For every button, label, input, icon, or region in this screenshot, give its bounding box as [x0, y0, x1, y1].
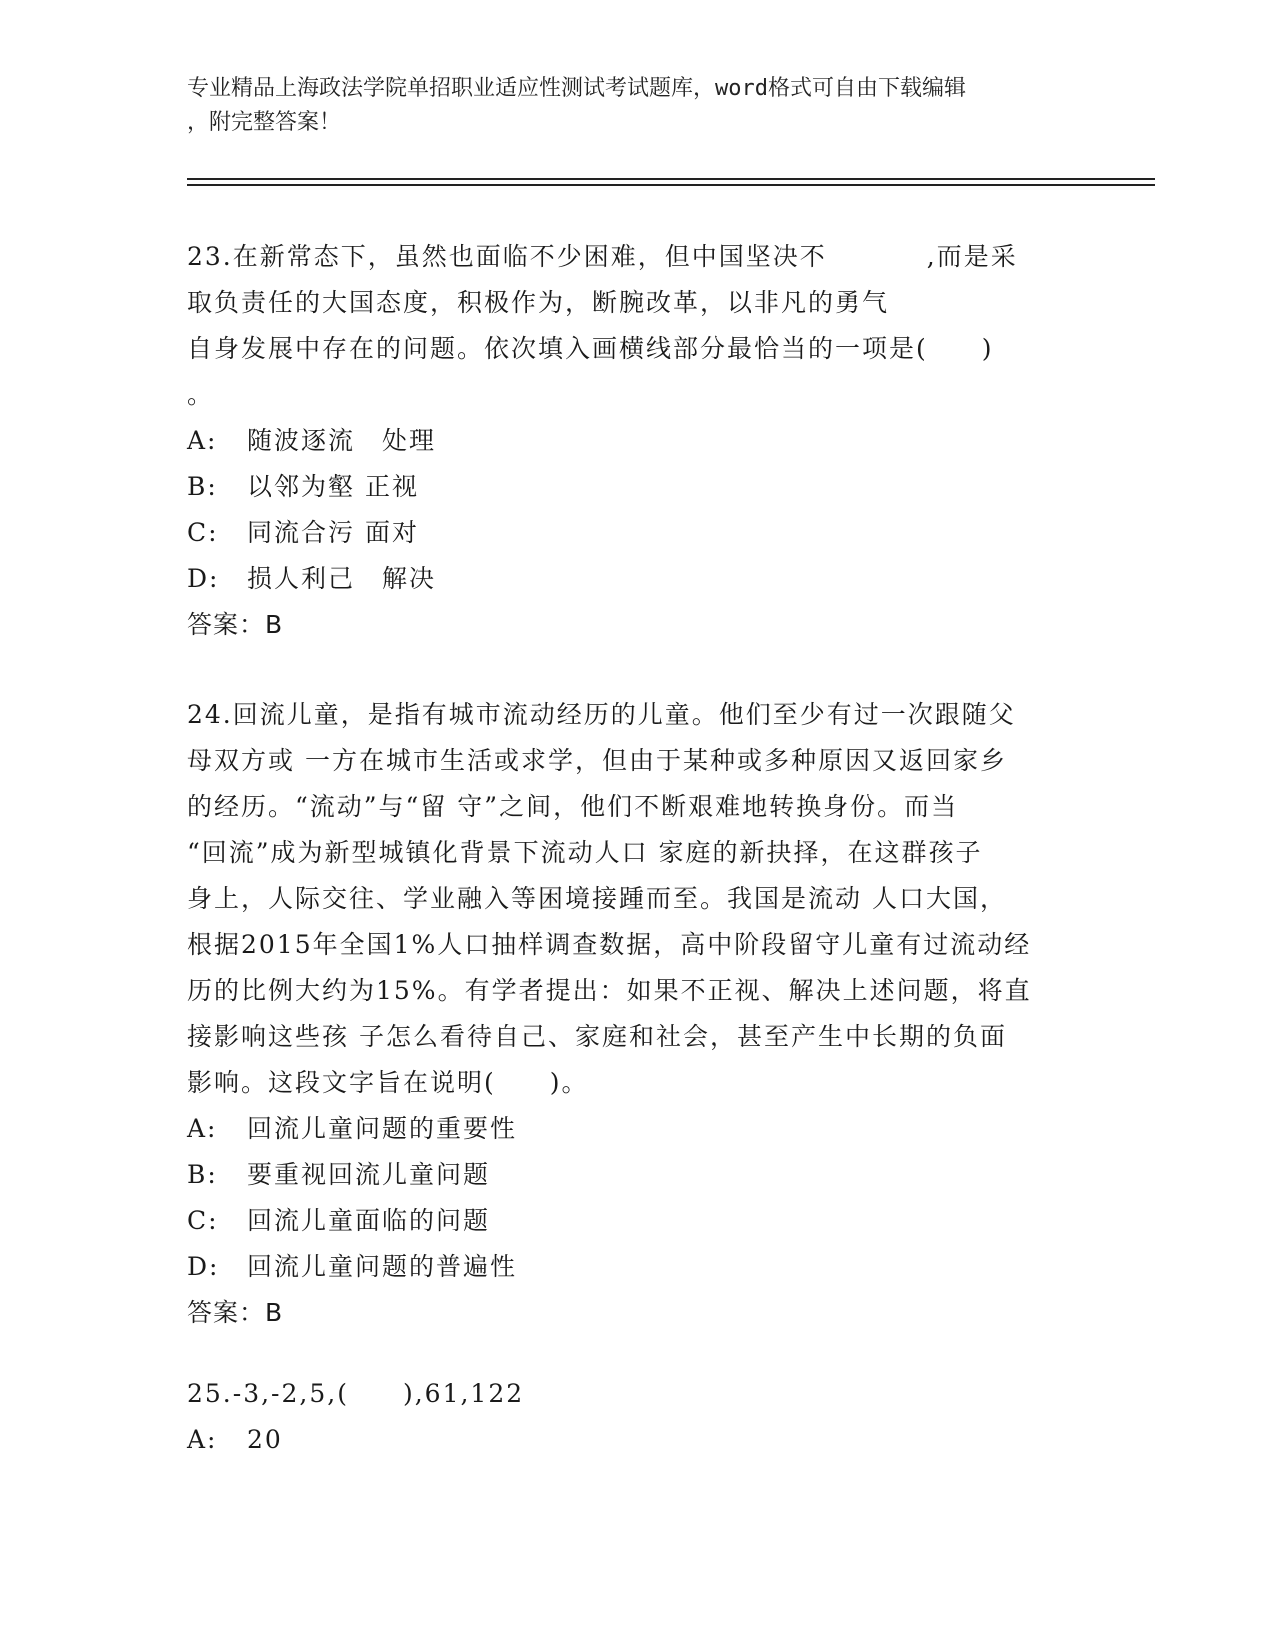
question-23-line-4: 。	[187, 380, 215, 409]
document-header	[187, 72, 1067, 140]
question-23-line-2: 取负责任的大国态度，积极作为，断腕改革，以非凡的勇气	[187, 288, 890, 317]
option-a	[187, 1417, 1087, 1463]
option-label: D:	[187, 1252, 220, 1281]
option-label: A:	[187, 1425, 218, 1454]
option-label: A:	[187, 426, 218, 455]
question-25	[187, 1371, 1087, 1463]
option-d	[187, 556, 1087, 602]
option-text: 要重视回流儿童问题	[247, 1160, 491, 1189]
question-24-line: 母双方或 一方在城市生活或求学，但由于某种或多种原因又返回家乡	[187, 746, 1007, 775]
option-text: 20	[247, 1425, 283, 1454]
header-divider-top	[187, 178, 1155, 180]
question-23-stem-part-1: 23.在新常态下，虽然也面临不少困难，但中国坚决不	[187, 242, 827, 271]
option-label: C:	[187, 1206, 219, 1235]
option-text: 随波逐流 处理	[247, 426, 437, 455]
option-text: 以邻为壑 正视	[247, 472, 419, 501]
option-a	[187, 418, 1087, 464]
option-text: 回流儿童问题的普遍性	[247, 1252, 518, 1281]
option-c	[187, 1198, 1087, 1244]
option-c	[187, 510, 1087, 556]
header-line-2: ，附完整答案！	[187, 110, 342, 135]
option-a	[187, 1106, 1087, 1152]
header-divider-bottom	[187, 184, 1155, 186]
question-23-stem-part-2: ,而是采	[926, 242, 1018, 271]
question-24-line: 影响。这段文字旨在说明( )。	[187, 1068, 589, 1097]
option-text: 回流儿童面临的问题	[247, 1206, 491, 1235]
question-23-line-3: 自身发展中存在的问题。依次填入画横线部分最恰当的一项是( )	[187, 334, 994, 363]
option-text: 损人利己 解决	[247, 564, 437, 593]
question-24-line: 接影响这些孩 子怎么看待自己、家庭和社会，甚至产生中长期的负面	[187, 1022, 1007, 1051]
option-label: A:	[187, 1114, 218, 1143]
question-24-line: 的经历。“流动”与“留 守”之间，他们不断艰难地转换身份。而当	[187, 792, 959, 821]
answer: 答案：B	[187, 1298, 284, 1327]
question-24	[187, 692, 1087, 1336]
question-23	[187, 234, 1087, 648]
option-b	[187, 464, 1087, 510]
option-b	[187, 1152, 1087, 1198]
option-label: B:	[187, 472, 218, 501]
question-24-line: 历的比例大约为15%。有学者提出：如果不正视、解决上述问题，将直	[187, 976, 1032, 1005]
option-label: C:	[187, 518, 219, 547]
answer: 答案：B	[187, 610, 284, 639]
option-d	[187, 1244, 1087, 1290]
option-label: D:	[187, 564, 220, 593]
header-line-1: 专业精品上海政法学院单招职业适应性测试考试题库，word格式可自由下载编辑	[187, 76, 966, 101]
question-24-line: 身上，人际交往、学业融入等困境接踵而至。我国是流动 人口大国，	[187, 884, 1007, 913]
question-24-line: 根据2015年全国1%人口抽样调查数据，高中阶段留守儿童有过流动经	[187, 930, 1032, 959]
question-24-line: 24.回流儿童，是指有城市流动经历的儿童。他们至少有过一次跟随父	[187, 700, 1016, 729]
option-label: B:	[187, 1160, 218, 1189]
question-24-line: “回流”成为新型城镇化背景下流动人口 家庭的新抉择，在这群孩子	[187, 838, 983, 867]
option-text: 回流儿童问题的重要性	[247, 1114, 518, 1143]
question-23-line-1	[187, 234, 1087, 280]
option-text: 同流合污 面对	[247, 518, 419, 547]
question-25-line-1: 25.-3,-2,5,( ),61,122	[187, 1379, 525, 1408]
